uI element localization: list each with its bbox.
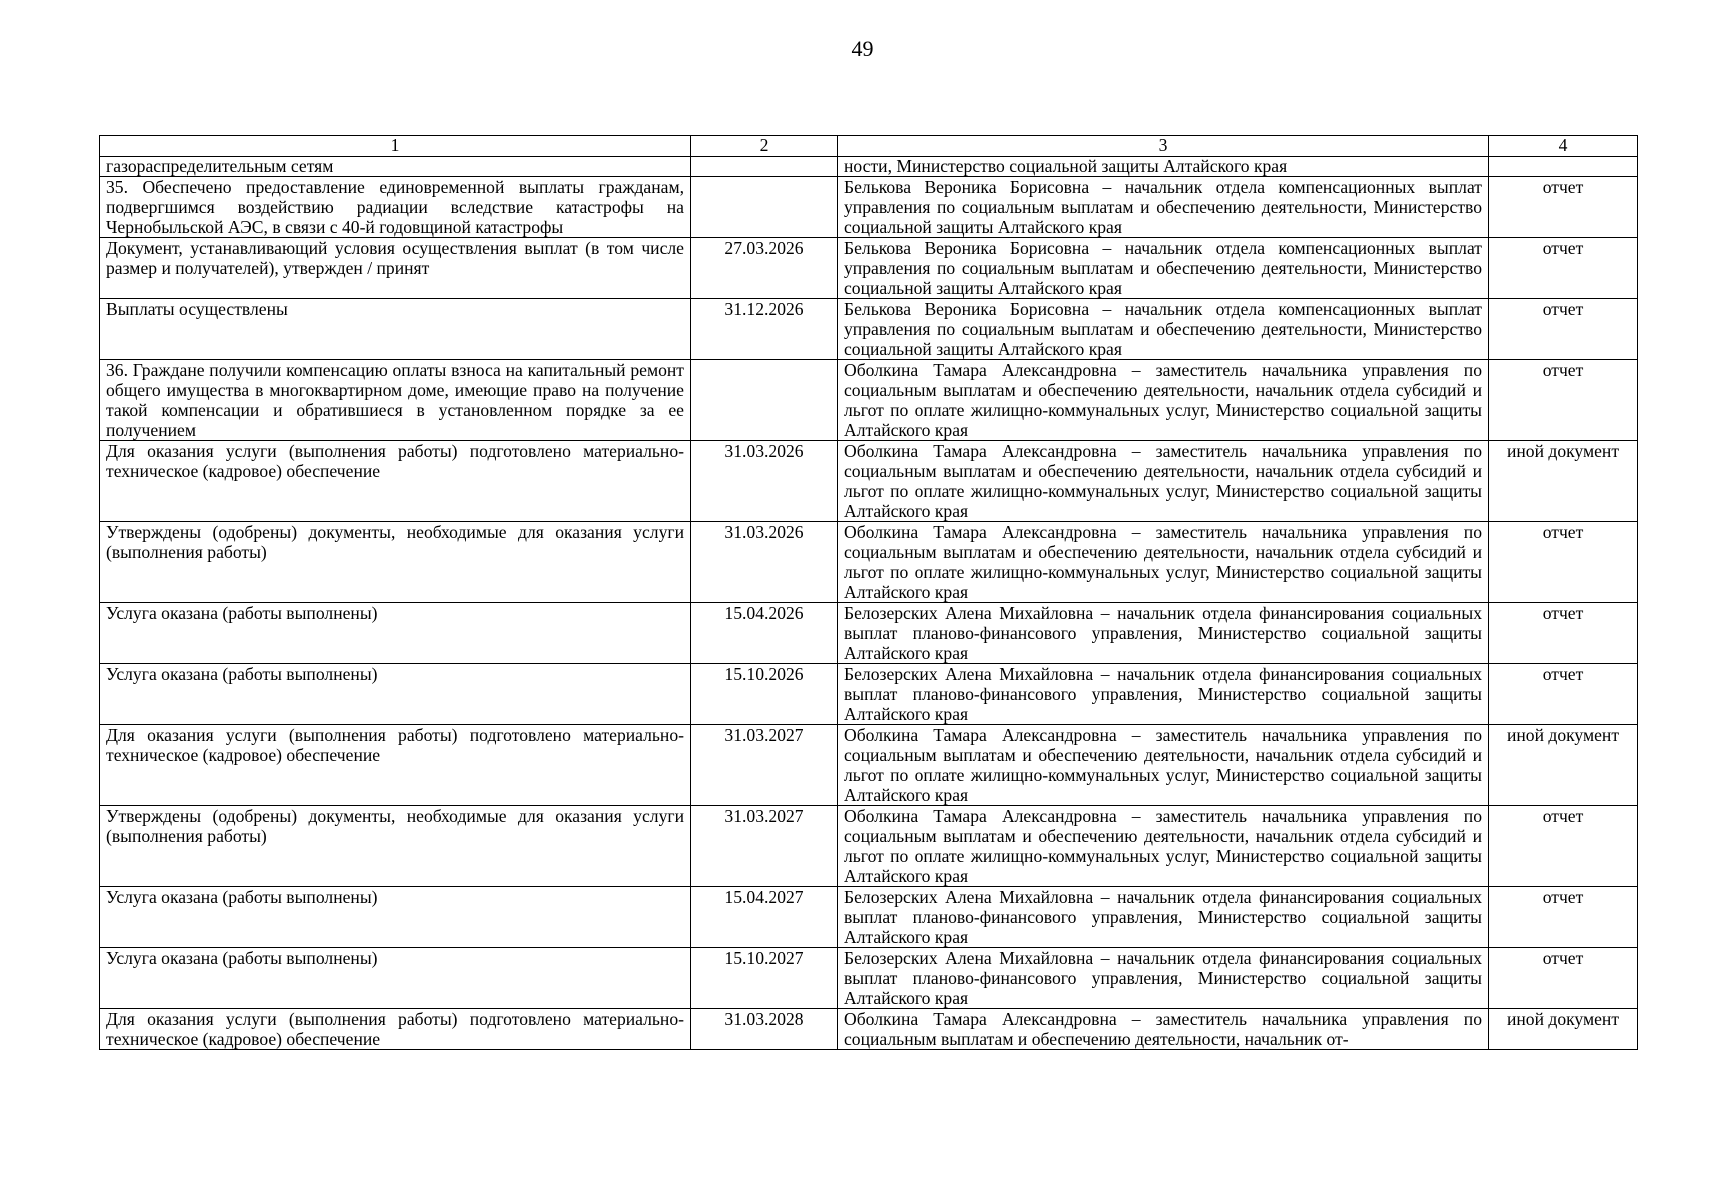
document-type-cell: отчет	[1489, 806, 1638, 887]
page-number: 49	[851, 36, 874, 61]
document-type-cell: отчет	[1489, 948, 1638, 1009]
event-cell: Услуга оказана (работы выполнены)	[100, 948, 691, 1009]
table-row	[100, 887, 1638, 948]
event-cell: газораспределительным сетям	[100, 157, 691, 177]
date-cell: 15.04.2027	[691, 887, 838, 948]
responsible-cell: Белозерских Алена Михайловна – начальник отдела финансирования социальных выплат планово-финансового управления, Министерство социальной защиты Алтайского края	[838, 948, 1489, 1009]
date-cell	[691, 177, 838, 238]
event-cell: Услуга оказана (работы выполнены)	[100, 603, 691, 664]
event-cell: Услуга оказана (работы выполнены)	[100, 887, 691, 948]
table-body	[100, 157, 1638, 1050]
responsible-cell: Белозерских Алена Михайловна – начальник отдела финансирования социальных выплат планово-финансового управления, Министерство социальной защиты Алтайского края	[838, 603, 1489, 664]
responsible-cell: Оболкина Тамара Александровна – заместитель начальника управления по социальным выплатам и обеспечению деятельности, начальник отдела субсидий и льгот по оплате жилищно-коммунальных услуг, Министерство социальной защиты Алтайского края	[838, 806, 1489, 887]
document-type-cell	[1489, 157, 1638, 177]
document-type-cell: отчет	[1489, 299, 1638, 360]
responsible-cell: Оболкина Тамара Александровна – заместитель начальника управления по социальным выплатам и обеспечению деятельности, начальник отдела субсидий и льгот по оплате жилищно-коммунальных услуг, Министерство социальной защиты Алтайского края	[838, 522, 1489, 603]
column-number-1: 1	[100, 136, 691, 157]
responsible-cell: Белозерских Алена Михайловна – начальник отдела финансирования социальных выплат планово-финансового управления, Министерство социальной защиты Алтайского края	[838, 887, 1489, 948]
table-row	[100, 806, 1638, 887]
table-row	[100, 238, 1638, 299]
date-cell: 31.03.2026	[691, 441, 838, 522]
event-cell: Документ, устанавливающий условия осуществления выплат (в том числе размер и получателей), утвержден / принят	[100, 238, 691, 299]
table-row	[100, 725, 1638, 806]
date-cell: 31.03.2028	[691, 1009, 838, 1050]
responsible-cell: ности, Министерство социальной защиты Алтайского края	[838, 157, 1489, 177]
table-row	[100, 603, 1638, 664]
date-cell	[691, 360, 838, 441]
table-row	[100, 177, 1638, 238]
responsible-cell: Белозерских Алена Михайловна – начальник отдела финансирования социальных выплат планово-финансового управления, Министерство социальной защиты Алтайского края	[838, 664, 1489, 725]
responsible-cell: Оболкина Тамара Александровна – заместитель начальника управления по социальным выплатам и обеспечению деятельности, начальник отдела субсидий и льгот по оплате жилищно-коммунальных услуг, Министерство социальной защиты Алтайского края	[838, 441, 1489, 522]
date-cell: 15.10.2026	[691, 664, 838, 725]
event-cell: 35. Обеспечено предоставление единовременной выплаты гражданам, подвергшимся воздействию радиации вследствие катастрофы на Чернобыльской АЭС, в связи с 40-й годовщиной катастрофы	[100, 177, 691, 238]
document-type-cell: иной документ	[1489, 1009, 1638, 1050]
date-cell: 31.12.2026	[691, 299, 838, 360]
table-row	[100, 948, 1638, 1009]
document-type-cell: отчет	[1489, 522, 1638, 603]
responsible-cell: Оболкина Тамара Александровна – заместитель начальника управления по социальным выплатам и обеспечению деятельности, начальник отдела субсидий и льгот по оплате жилищно-коммунальных услуг, Министерство социальной защиты Алтайского края	[838, 360, 1489, 441]
column-number-4: 4	[1489, 136, 1638, 157]
document-type-cell: иной документ	[1489, 441, 1638, 522]
date-cell: 15.10.2027	[691, 948, 838, 1009]
column-number-2: 2	[691, 136, 838, 157]
document-type-cell: отчет	[1489, 603, 1638, 664]
document-type-cell: отчет	[1489, 360, 1638, 441]
event-cell: Выплаты осуществлены	[100, 299, 691, 360]
responsible-cell: Белькова Вероника Борисовна – начальник отдела компенсационных выплат управления по социальным выплатам и обеспечению деятельности, Министерство социальной защиты Алтайского края	[838, 238, 1489, 299]
table-row	[100, 360, 1638, 441]
responsible-cell: Белькова Вероника Борисовна – начальник отдела компенсационных выплат управления по социальным выплатам и обеспечению деятельности, Министерство социальной защиты Алтайского края	[838, 177, 1489, 238]
date-cell: 27.03.2026	[691, 238, 838, 299]
event-cell: Утверждены (одобрены) документы, необходимые для оказания услуги (выполнения работы)	[100, 522, 691, 603]
event-cell: Для оказания услуги (выполнения работы) подготовлено материально-техническое (кадровое) обеспечение	[100, 441, 691, 522]
plan-table	[99, 135, 1638, 1050]
document-type-cell: отчет	[1489, 177, 1638, 238]
table-row	[100, 1009, 1638, 1050]
table-row	[100, 157, 1638, 177]
document-type-cell: иной документ	[1489, 725, 1638, 806]
event-cell: Для оказания услуги (выполнения работы) подготовлено материально-техническое (кадровое) обеспечение	[100, 1009, 691, 1050]
date-cell	[691, 157, 838, 177]
table-row	[100, 664, 1638, 725]
event-cell: 36. Граждане получили компенсацию оплаты взноса на капитальный ремонт общего имущества в многоквартирном доме, имеющие право на получение такой компенсации и обратившиеся в установленном порядке за ее получением	[100, 360, 691, 441]
date-cell: 15.04.2026	[691, 603, 838, 664]
document-type-cell: отчет	[1489, 664, 1638, 725]
table-row	[100, 299, 1638, 360]
document-type-cell: отчет	[1489, 238, 1638, 299]
event-cell: Утверждены (одобрены) документы, необходимые для оказания услуги (выполнения работы)	[100, 806, 691, 887]
date-cell: 31.03.2027	[691, 725, 838, 806]
table-row	[100, 522, 1638, 603]
date-cell: 31.03.2026	[691, 522, 838, 603]
event-cell: Услуга оказана (работы выполнены)	[100, 664, 691, 725]
date-cell: 31.03.2027	[691, 806, 838, 887]
column-number-3: 3	[838, 136, 1489, 157]
table-row	[100, 441, 1638, 522]
event-cell: Для оказания услуги (выполнения работы) подготовлено материально-техническое (кадровое) обеспечение	[100, 725, 691, 806]
responsible-cell: Оболкина Тамара Александровна – заместитель начальника управления по социальным выплатам и обеспечению деятельности, начальник отдела субсидий и льгот по оплате жилищно-коммунальных услуг, Министерство социальной защиты Алтайского края	[838, 725, 1489, 806]
responsible-cell: Оболкина Тамара Александровна – заместитель начальника управления по социальным выплатам и обеспечению деятельности, начальник от-	[838, 1009, 1489, 1050]
column-number-row	[100, 136, 1638, 157]
document-type-cell: отчет	[1489, 887, 1638, 948]
responsible-cell: Белькова Вероника Борисовна – начальник отдела компенсационных выплат управления по социальным выплатам и обеспечению деятельности, Министерство социальной защиты Алтайского края	[838, 299, 1489, 360]
